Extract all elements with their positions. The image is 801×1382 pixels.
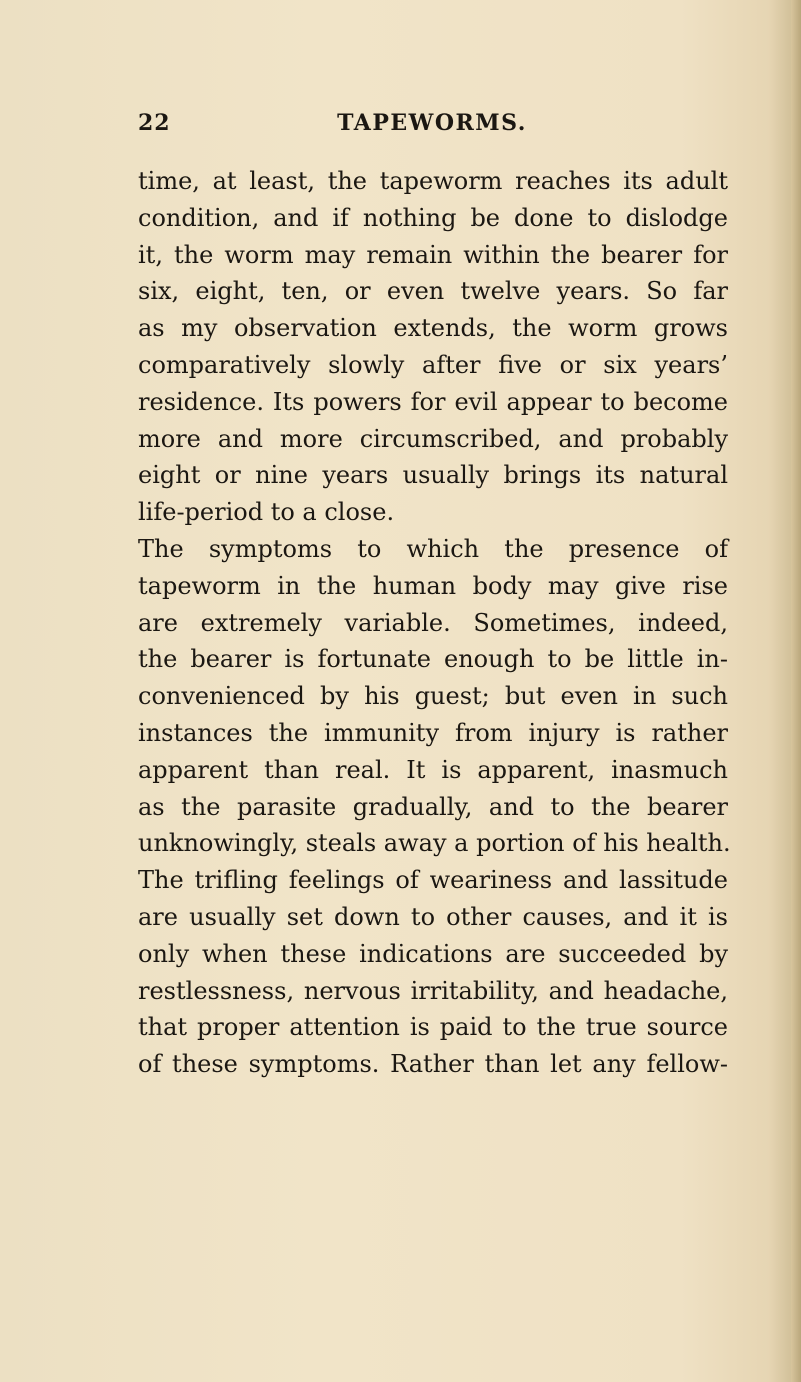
- text-line: it, the worm may remain within the bearer for: [138, 240, 728, 269]
- text-line: convenienced by his guest; but even in such: [138, 682, 728, 711]
- text-line: residence. Its powers for evil appear to become: [138, 387, 728, 416]
- text-line: condition, and if nothing be done to dislodge: [138, 203, 728, 232]
- text-line: are extremely variable. Sometimes, indeed,: [138, 608, 728, 637]
- text-line: unknowingly, steals away a portion of his health.: [138, 829, 731, 858]
- text-line: apparent than real. It is apparent, inasmuch: [138, 755, 728, 784]
- text-line: eight or nine years usually brings its natural: [138, 461, 728, 490]
- text-line: only when these indications are succeeded by: [138, 939, 728, 968]
- text-line: that proper attention is paid to the true source: [138, 1013, 728, 1042]
- text-line: as the parasite gradually, and to the bearer: [138, 792, 728, 821]
- text-line: are usually set down to other causes, and it is: [138, 902, 728, 931]
- text-line: life-period to a close.: [138, 498, 395, 527]
- text-line: time, at least, the tapeworm reaches its adult: [138, 167, 728, 195]
- text-line: six, eight, ten, or even twelve years. So far: [138, 277, 728, 306]
- text-line: The trifling feelings of weariness and lassitude: [138, 866, 728, 895]
- page-edge: [791, 0, 801, 1382]
- text-line: The symptoms to which the presence of: [138, 534, 728, 563]
- text-line: instances the immunity from injury is rather: [138, 718, 728, 747]
- text-line: of these symptoms. Rather than let any fellow-: [138, 1050, 728, 1079]
- body-text: [138, 163, 731, 1083]
- text-line: tapeworm in the human body may give rise: [138, 571, 728, 600]
- text-line: the bearer is fortunate enough to be little in-: [138, 645, 728, 674]
- text-line: restlessness, nervous irritability, and headache,: [138, 976, 728, 1005]
- text-line: comparatively slowly after five or six years’: [138, 350, 728, 379]
- running-head: TAPEWORMS.: [337, 110, 527, 136]
- page-number: 22: [138, 110, 171, 136]
- page-header: [138, 107, 726, 139]
- text-line: as my observation extends, the worm grows: [138, 314, 728, 343]
- text-line: more and more circumscribed, and probably: [138, 424, 728, 453]
